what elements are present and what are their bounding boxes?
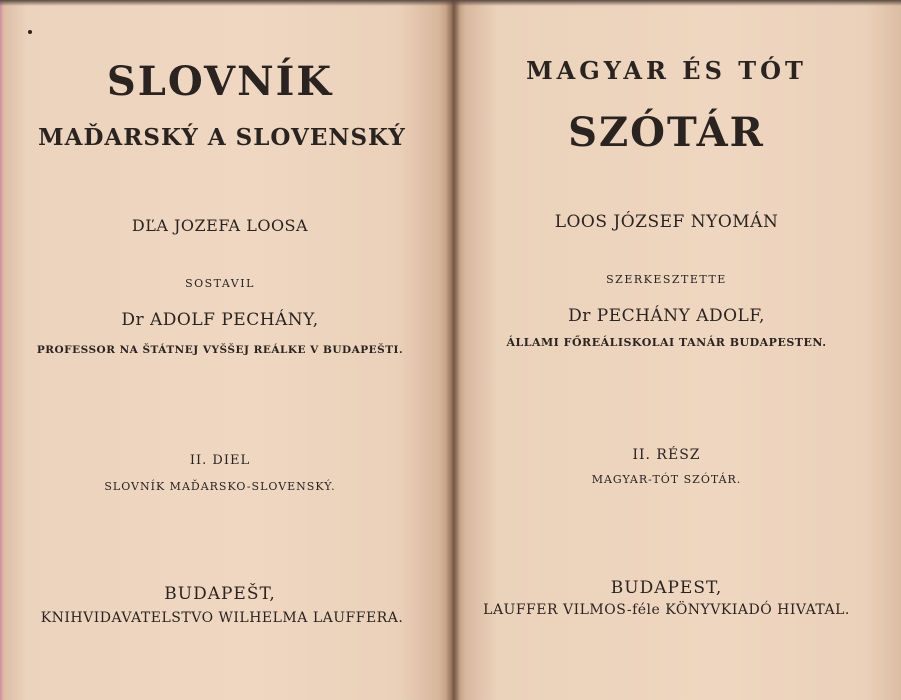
right-page (452, 0, 901, 700)
book-gutter (446, 0, 460, 700)
left-title: SLOVNÍK (106, 58, 334, 105)
right-title-small: MAGYAR ÉS TÓT (526, 56, 807, 85)
left-author: Dr ADOLF PECHÁNY, (121, 310, 319, 330)
left-compiled-by: SOSTAVIL (185, 277, 255, 290)
right-author: Dr PECHÁNY ADOLF, (568, 306, 765, 326)
right-city: BUDAPEST, (610, 578, 723, 598)
left-based-on: DĽA JOZEFA LOOSA (131, 216, 309, 235)
left-part-title: SLOVNÍK MAĎARSKO-SLOVENSKÝ. (104, 480, 336, 493)
left-publisher: KNIHVIDAVATELSTVO WILHELMA LAUFFERA. (40, 610, 404, 626)
right-part: II. RÉSZ (632, 447, 701, 463)
left-author-title: PROFESSOR NA ŠTÁTNEJ VYŠŠEJ REÁLKE V BUDAPEŠTI. (36, 344, 404, 356)
right-based-on: LOOS JÓZSEF NYOMÁN (554, 212, 779, 232)
left-subtitle: MAĎARSKÝ A SLOVENSKÝ (38, 124, 406, 151)
ink-mark (28, 30, 32, 34)
right-compiled-by: SZERKESZTETTE (606, 273, 727, 286)
right-title: SZÓTÁR (568, 109, 765, 156)
left-city: BUDAPEŠT, (164, 584, 276, 604)
right-part-title: MAGYAR-TÓT SZÓTÁR. (591, 473, 742, 486)
left-part: II. DIEL (189, 453, 251, 468)
book-top-edge (0, 0, 901, 6)
right-author-title: ÁLLAMI FŐREÁLISKOLAI TANÁR BUDAPESTEN. (506, 336, 827, 349)
right-publisher: LAUFFER VILMOS-féle KÖNYVKIADÓ HIVATAL. (483, 602, 850, 618)
